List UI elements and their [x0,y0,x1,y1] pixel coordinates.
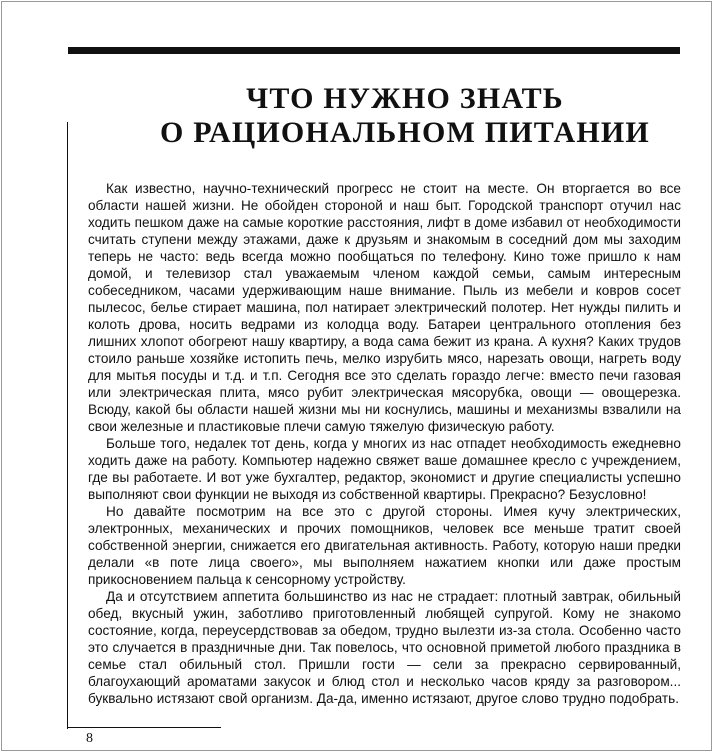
paragraph-2: Больше того, недалек тот день, когда у многих из нас отпадет необходимость ежедневно ходить даже на работу. Компьютер надежно свяжет ваше домашнее кресло с учреждением, где вы работаете. И вот уже бухгалтер, редактор, экономист и другие специалисты успешно выполняют свои функции не выходя из собственной квартиры. Прекрасно? Безусловно! [88,436,681,502]
page-title [130,82,680,150]
vertical-rule [67,122,68,729]
bottom-rule [67,727,221,728]
top-rule [68,47,680,54]
title-line-2: О РАЦИОНАЛЬНОМ ПИТАНИИ [160,116,650,149]
page-number: 8 [86,731,93,746]
paragraph-4: Да и отсутствием аппетита большинство из нас не страдает: плотный завтрак, обильный обед, вкусный ужин, заботливо приготовленный любящей супругой. Кому не знакомо состояние, когда, переусердствовав за обедом, трудно вылезти из-за стола. Особенно часто это случается в праздничные дни. Так повелось, что основной приметой любого праздника в семье стал обильный стол. Пришли гости — сели за прекрасно сервированный, благоухающий ароматами закусок и блюд стол и несколько часов кряду за разговором... буквально истязают свой организм. Да-да, именно истязают, другое слово трудно подобрать. [88,589,681,706]
body-text [88,180,681,707]
title-line-1: ЧТО НУЖНО ЗНАТЬ [246,82,564,115]
paragraph-1: Как известно, научно-технический прогресс не стоит на месте. Он вторгается во все области нашей жизни. Не обойден стороной и наш быт. Городской транспорт отучил нас ходить пешком даже на самые короткие расстояния, лифт в доме избавил от необходимости считать ступени между этажами, даже к друзьям и знакомым в соседний дом мы заходим теперь не часто: ведь всегда можно пообщаться по телефону. Кино тоже пришло к нам домой, и телевизор стал уважаемым членом каждой семьи, самым интересным собеседником, часами удерживающим наше внимание. Пыль из мебели и ковров сосет пылесос, белье стирает машина, пол натирает электрический полотер. Нет нужды пилить и колоть дрова, носить ведрами из колодца воду. Батареи центрального отопления без лишних хлопот обогреют нашу квартиру, а вода сама бежит из крана. А кухня? Каких трудов стоило раньше хозяйке истопить печь, мелко изрубить мясо, нарезать овощи, нагреть воду для мытья посуды и т.д. и т.п. Сегодня все это сделать гораздо легче: вместо печи газовая или электрическая плита, мясо рубит электрическая мясорубка, овощи — овощерезка. Всюду, какой бы области нашей жизни мы ни коснулись, машины и механизмы взвалили на свои железные и пластиковые плечи самую тяжелую физическую работу. [88,181,681,434]
paragraph-3: Но давайте посмотрим на все это с другой стороны. Имея кучу электрических, электронных, механических и прочих помощников, человек все меньше тратит своей собственной энергии, снижается его двигательная активность. Работу, которую наши предки делали «в поте лица своего», мы выполняем нажатием кнопки или даже простым прикосновением пальца к сенсорному устройству. [88,504,681,587]
